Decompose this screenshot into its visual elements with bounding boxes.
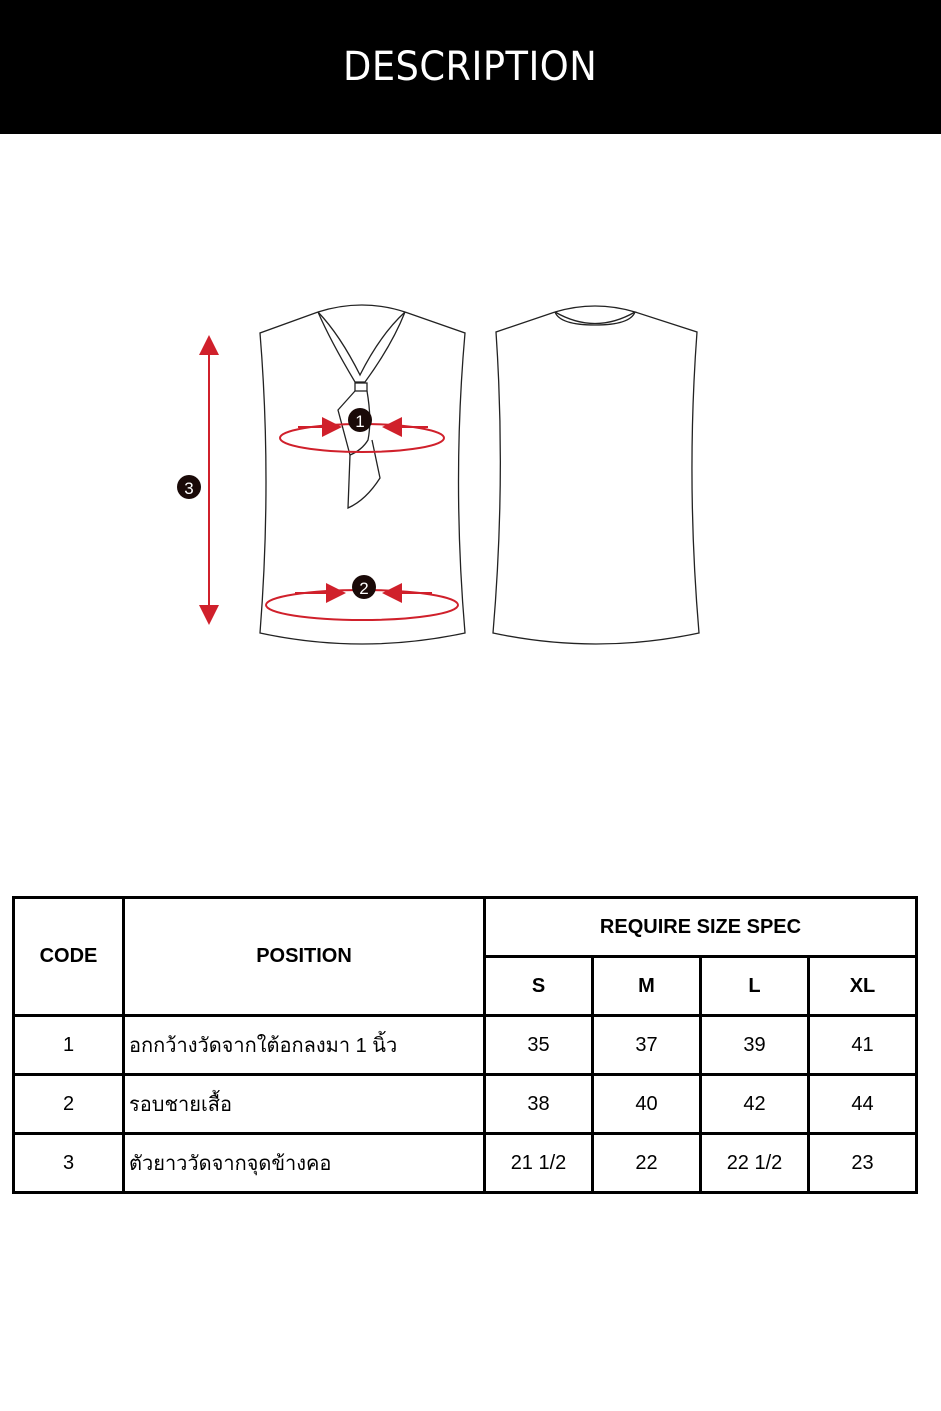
back-shirt-outline [493,306,699,644]
length-measure [177,335,219,625]
position-header: POSITION [124,898,485,1016]
size-xl-header: XL [809,957,917,1016]
row-value-m: 22 [593,1134,701,1193]
row-value-s: 38 [485,1075,593,1134]
page-title: DESCRIPTION [343,44,598,90]
row-position: อกกว้างวัดจากใต้อกลงมา 1 นิ้ว [124,1016,485,1075]
size-spec-header: REQUIRE SIZE SPEC [485,898,917,957]
garment-diagram [0,290,941,660]
row-value-s: 21 1/2 [485,1134,593,1193]
row-code: 3 [14,1134,124,1193]
marker-3: 3 [184,479,194,498]
row-code: 2 [14,1075,124,1134]
table-row [14,1016,917,1075]
row-value-m: 40 [593,1075,701,1134]
row-value-m: 37 [593,1016,701,1075]
chest-measure [280,408,444,452]
row-value-l: 42 [701,1075,809,1134]
size-m-header: M [593,957,701,1016]
row-value-l: 39 [701,1016,809,1075]
marker-1: 1 [355,412,365,431]
row-value-l: 22 1/2 [701,1134,809,1193]
table-row [14,1134,917,1193]
row-code: 1 [14,1016,124,1075]
row-position: รอบชายเสื้อ [124,1075,485,1134]
page-header [0,0,941,134]
size-s-header: S [485,957,593,1016]
measurement-illustration [0,290,941,660]
row-value-xl: 41 [809,1016,917,1075]
row-value-s: 35 [485,1016,593,1075]
row-position: ตัวยาววัดจากจุดข้างคอ [124,1134,485,1193]
row-value-xl: 23 [809,1134,917,1193]
table-header-row [14,898,917,957]
hem-measure [266,575,458,620]
row-value-xl: 44 [809,1075,917,1134]
code-header: CODE [14,898,124,1016]
size-l-header: L [701,957,809,1016]
size-spec-table [12,896,918,1194]
table-row [14,1075,917,1134]
marker-2: 2 [359,579,369,598]
